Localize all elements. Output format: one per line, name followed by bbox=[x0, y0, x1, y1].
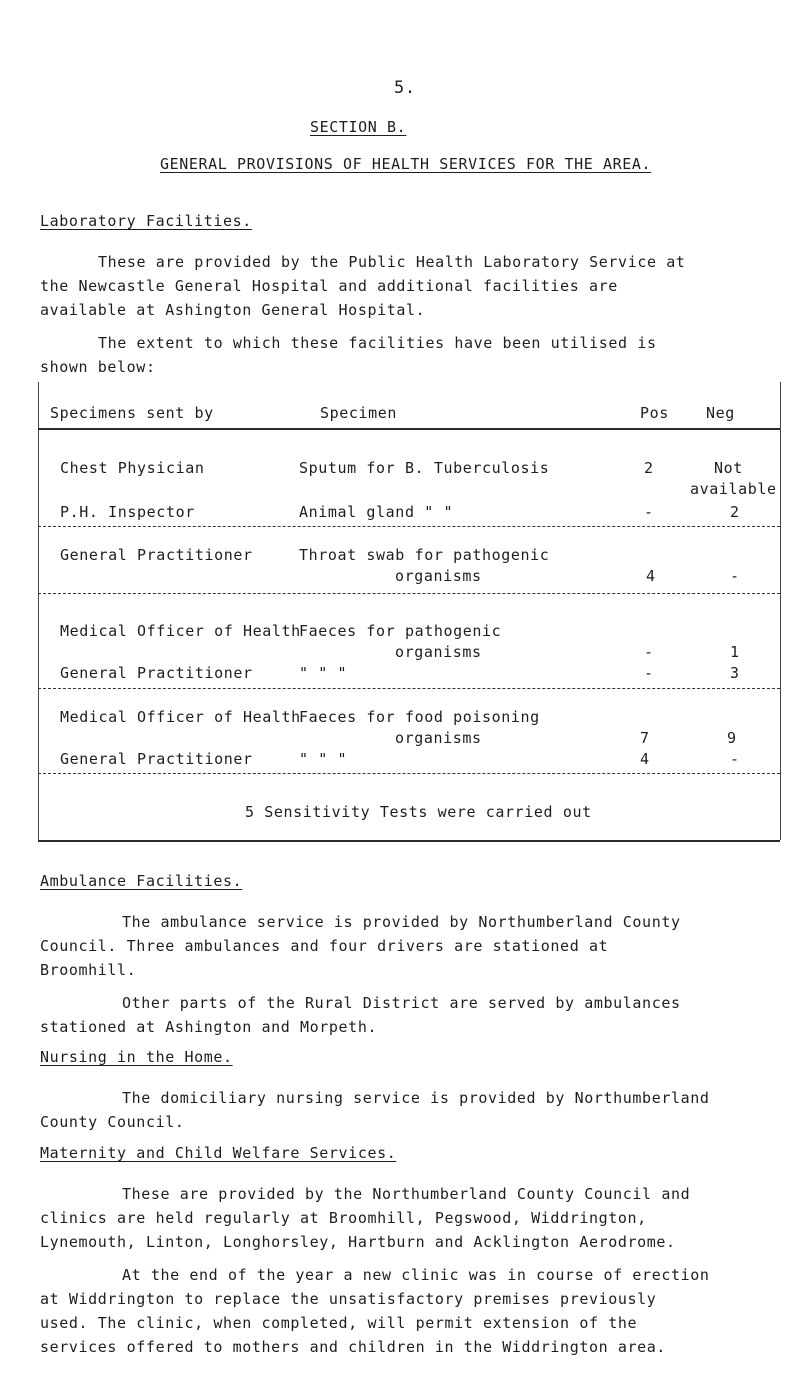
header-pos: Pos bbox=[640, 404, 669, 422]
cell-specimen: " " " bbox=[299, 750, 348, 768]
cell-sender: General Practitioner bbox=[60, 546, 253, 564]
cell-sender: General Practitioner bbox=[60, 664, 253, 682]
nursing-paragraph: The domiciliary nursing service is provided by Northumberland County Council. bbox=[40, 1089, 710, 1131]
cell-specimen: Animal gland " " bbox=[299, 503, 454, 521]
ambulance-paragraph-1: The ambulance service is provided by Northumberland County Council. Three ambulances and four drivers are stationed at Broomhill. bbox=[40, 913, 681, 979]
ambulance-paragraph-2: Other parts of the Rural District are served by ambulances stationed at Ashington and Morpeth. bbox=[40, 994, 681, 1036]
ambulance-heading: Ambulance Facilities. bbox=[40, 872, 243, 890]
cell-sender: Chest Physician bbox=[60, 459, 205, 477]
cell-neg: - bbox=[730, 750, 740, 768]
cell-pos: 4 bbox=[646, 567, 656, 585]
cell-specimen: Faeces for food poisoning bbox=[299, 708, 540, 726]
maternity-paragraph-2: At the end of the year a new clinic was in course of erection at Widdrington to replace the unsatisfactory premises previously used. The clinic, when completed, will permit extension of the services offered to mothers and children in the Widdrington area. bbox=[40, 1266, 710, 1356]
cell-specimen: " " " bbox=[299, 664, 348, 682]
cell-sender: Medical Officer of Health bbox=[60, 708, 301, 726]
table-left-border-lower bbox=[38, 760, 39, 840]
cell-specimen-continued: organisms bbox=[395, 643, 482, 661]
cell-neg: 2 bbox=[730, 503, 740, 521]
maternity-heading: Maternity and Child Welfare Services. bbox=[40, 1144, 397, 1162]
table-left-border bbox=[38, 382, 39, 760]
cell-neg: 1 bbox=[730, 643, 740, 661]
group-divider bbox=[38, 773, 780, 774]
header-rule bbox=[38, 428, 780, 430]
cell-specimen-continued: organisms bbox=[395, 729, 482, 747]
cell-sender: P.H. Inspector bbox=[60, 503, 195, 521]
group-divider bbox=[38, 593, 780, 594]
lab-heading: Laboratory Facilities. bbox=[40, 212, 252, 230]
group-divider bbox=[38, 526, 780, 527]
maternity-paragraph-1: These are provided by the Northumberland County Council and clinics are held regularly at Broomhill, Pegswood, Widdrington, Lynemouth, Linton, Longhorsley, Hartburn and Acklington Aerodrome. bbox=[40, 1185, 691, 1251]
cell-neg: 9 bbox=[727, 729, 737, 747]
cell-pos: 2 bbox=[644, 459, 654, 477]
cell-specimen: Throat swab for pathogenic bbox=[299, 546, 550, 564]
header-sender: Specimens sent by bbox=[50, 404, 214, 422]
cell-pos: - bbox=[644, 503, 654, 521]
group-divider bbox=[38, 688, 780, 689]
cell-sender: General Practitioner bbox=[60, 750, 253, 768]
lab-paragraph-1: These are provided by the Public Health Laboratory Service at the Newcastle General Hospital and additional facilities are available at Ashington General Hospital. bbox=[40, 253, 686, 319]
section-title: SECTION B. bbox=[310, 118, 407, 136]
header-specimen: Specimen bbox=[320, 404, 398, 422]
cell-pos: 4 bbox=[640, 750, 650, 768]
cell-sender: Medical Officer of Health bbox=[60, 622, 301, 640]
cell-neg: 3 bbox=[730, 664, 740, 682]
lab-paragraph-2: The extent to which these facilities have been utilised is shown below: bbox=[40, 334, 657, 376]
cell-pos: 7 bbox=[640, 729, 650, 747]
table-footnote: 5 Sensitivity Tests were carried out bbox=[245, 803, 592, 821]
cell-pos: - bbox=[644, 643, 654, 661]
nursing-heading: Nursing in the Home. bbox=[40, 1048, 233, 1066]
cell-neg: - bbox=[730, 567, 740, 585]
cell-pos: - bbox=[644, 664, 654, 682]
page-number: 5. bbox=[394, 78, 416, 98]
table-right-border bbox=[780, 382, 781, 760]
table-right-border-lower bbox=[780, 760, 781, 840]
table-bottom-rule bbox=[38, 840, 780, 842]
cell-neg: Not bbox=[714, 459, 743, 477]
cell-specimen: Sputum for B. Tuberculosis bbox=[299, 459, 550, 477]
cell-neg-continued: available bbox=[690, 480, 777, 498]
cell-specimen-continued: organisms bbox=[395, 567, 482, 585]
header-neg: Neg bbox=[706, 404, 735, 422]
cell-specimen: Faeces for pathogenic bbox=[299, 622, 502, 640]
main-heading: GENERAL PROVISIONS OF HEALTH SERVICES FOR THE AREA. bbox=[160, 155, 652, 173]
